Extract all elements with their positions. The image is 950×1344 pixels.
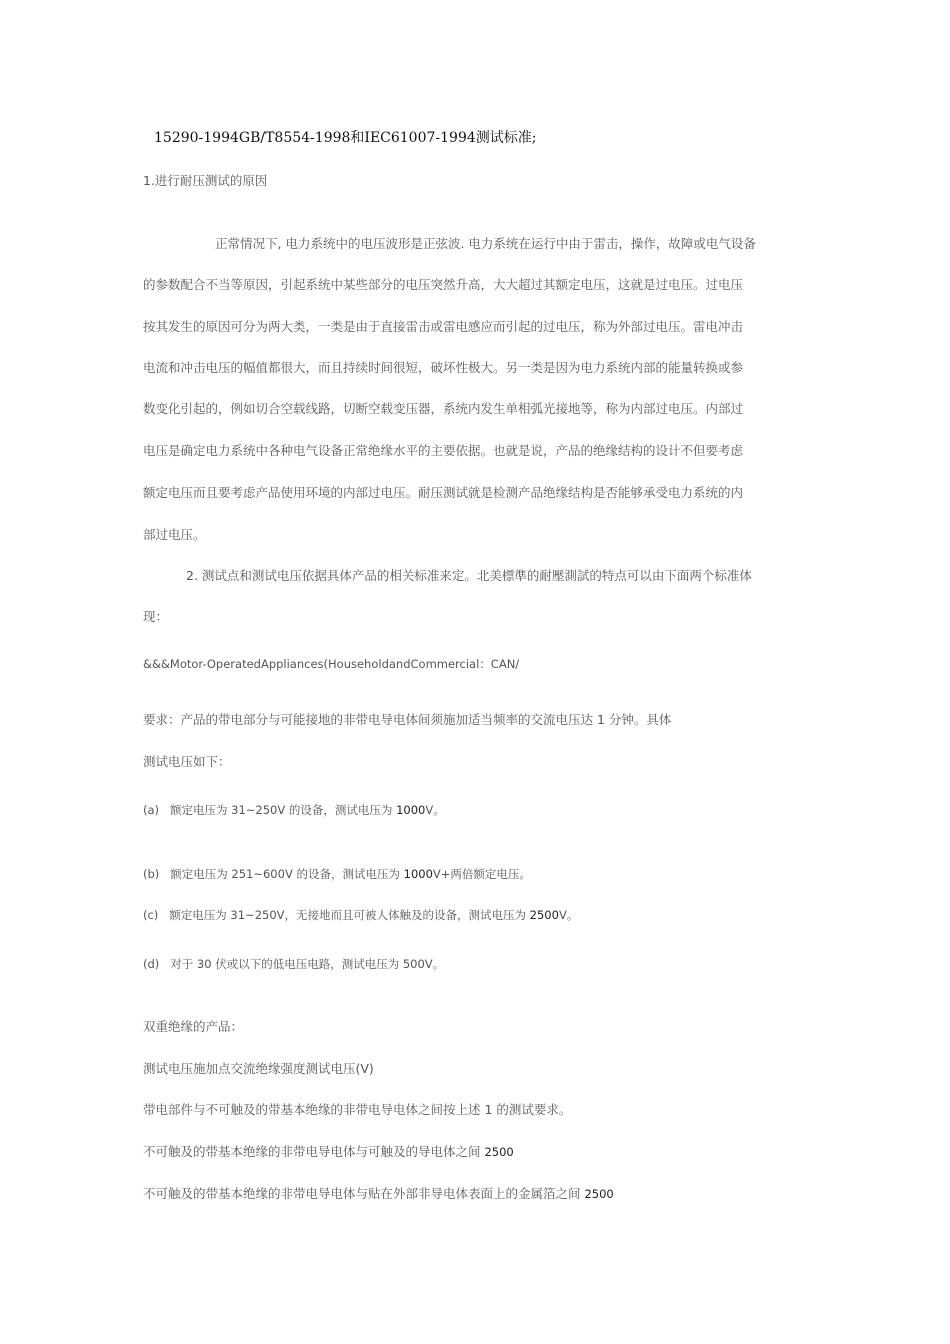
list-item-a — [143, 802, 445, 818]
item-label: (c) — [143, 908, 159, 922]
item-unit: V。 — [558, 908, 579, 922]
para1-line-2: 的参数配合不当等原因，引起系统中某些部分的电压突然升高，大大超过其额定电压，这就是过电压。过电压 — [143, 277, 744, 292]
para1-line-1: 正常情况下, 电力系统中的电压波形是正弦波. 电力系统在运行中由于雷击，操作，故障或电气设备 — [215, 236, 756, 251]
item-text: 额定电压为 31~250V 的设备，测试电压为 — [170, 803, 397, 817]
para2-line-2: 现： — [143, 609, 169, 624]
para1-line-3: 按其发生的原因可分为两大类，一类是由于直接雷击或雷电感应而引起的过电压，称为外部过电压。雷电冲击 — [143, 319, 744, 334]
para1-line-8: 部过电压。 — [143, 527, 206, 542]
para1-line-6: 电压是确定电力系统中各种电气设备正常绝缘水平的主要依据。也就是说，产品的绝缘结构的设计不但要考虑 — [143, 443, 744, 458]
section1-title: 1.进行耐压测试的原因 — [143, 173, 268, 188]
double-insulation-title: 双重绝缘的产品： — [143, 1019, 244, 1034]
para1-line-7: 额定电压而且要考虑产品使用环境的内部过电压。耐压测试就是检测产品绝缘结构是否能够承受电力系统的内 — [143, 485, 744, 500]
list-item-b — [143, 866, 531, 882]
item-unit: V+两倍额定电压。 — [432, 867, 531, 881]
table-row-1: 带电部件与不可触及的带基本绝缘的非带电导电体之间按上述 1 的测试要求。 — [143, 1102, 572, 1117]
row-text: 不可触及的带基本绝缘的非带电导电体与可触及的导电体之间 — [143, 1144, 485, 1159]
item-value: 1000 — [396, 803, 426, 817]
para2-line-1: 2. 测试点和测试电压依据具体产品的相关标准来定。北美標準的耐壓測試的特点可以由下面两个标准体 — [186, 568, 752, 583]
item-unit: V。 — [425, 803, 445, 817]
requirement-line-2: 测试电压如下： — [143, 754, 231, 769]
row-value: 2500 — [484, 1145, 514, 1159]
item-label: (b) — [143, 867, 160, 881]
row-text: 不可触及的带基本绝缘的非带电导电体与贴在外部非导电体表面上的金属箔之间 — [143, 1186, 585, 1201]
requirement-line-1: 要求：产品的带电部分与可能接地的非带电导电体间须施加适当频率的交流电压达 1 分钟。具体 — [143, 712, 672, 727]
para1-line-5: 数变化引起的，例如切合空载线路，切断空载变压器，系统内发生单相弧光接地等，称为内部过电压。内部过 — [143, 401, 744, 416]
item-value: 2500 — [529, 908, 559, 922]
item-text: 额定电压为 31~250V，无接地而且可被人体触及的设备，测试电压为 — [169, 908, 530, 922]
item-label: (a) — [143, 803, 160, 817]
list-item-d — [143, 956, 444, 972]
item-label: (d) — [143, 957, 160, 971]
list-item-c — [143, 907, 578, 923]
para1-line-4: 电流和冲击电压的幅值都很大，而且持续时间很短，破坏性极大。另一类是因为电力系统内部的能量转换或参 — [143, 360, 744, 375]
item-text: 对于 30 伏或以下的低电压电路，测试电压为 500V。 — [170, 957, 445, 971]
item-text: 额定电压为 251~600V 的设备，测试电压为 — [170, 867, 404, 881]
row-value: 2500 — [584, 1187, 614, 1201]
table-row-3 — [143, 1186, 614, 1202]
document-heading: 15290-1994GB/T8554-1998和IEC61007-1994测试标准; — [154, 130, 537, 146]
table-header: 测试电压施加点交流绝缘强度测试电压(V) — [143, 1061, 374, 1076]
standard-line: &&&Motor-OperatedAppliances(HouseholdandCommercial：CAN/ — [143, 657, 520, 671]
table-row-2 — [143, 1144, 514, 1160]
item-value: 1000 — [403, 867, 433, 881]
